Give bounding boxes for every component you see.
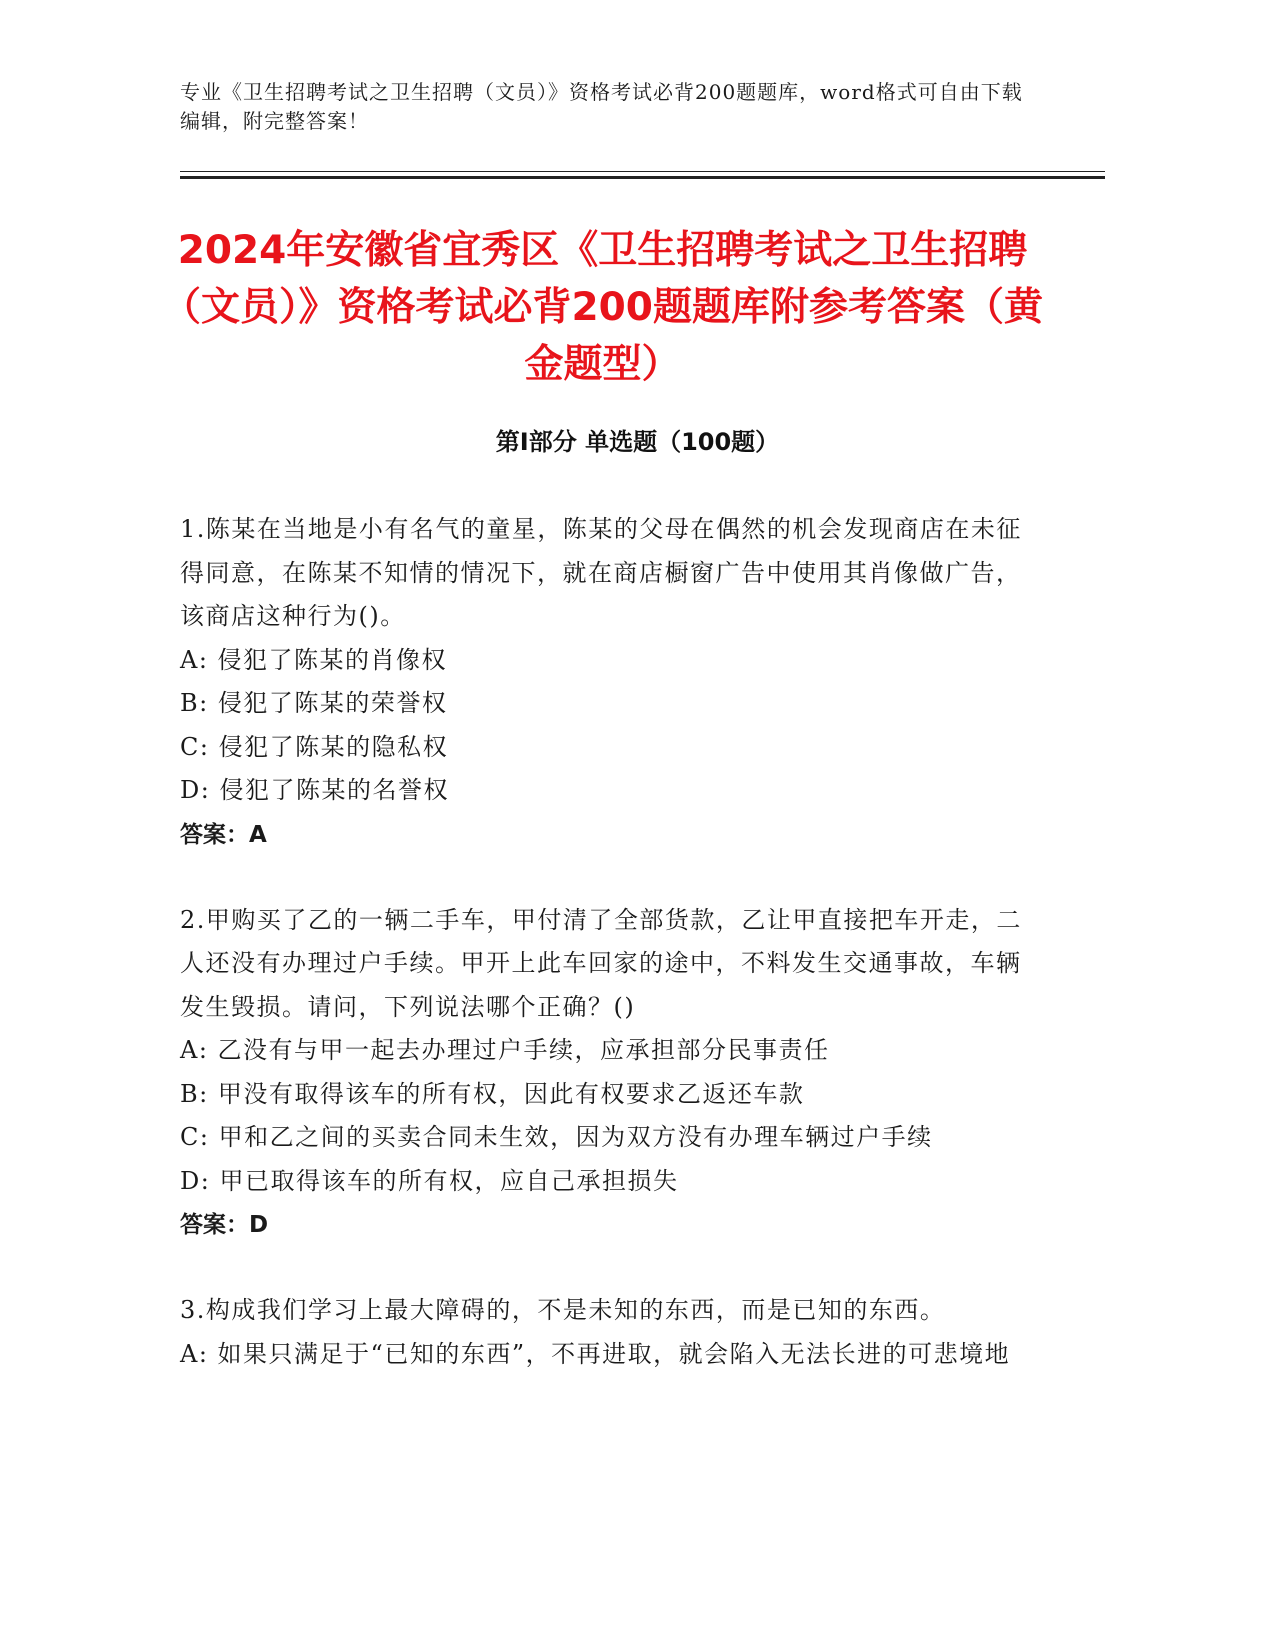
question-1 — [180, 508, 1030, 857]
header-note: 专业《卫生招聘考试之卫生招聘（文员）》资格考试必背200题题库，word格式可自由下载编辑，附完整答案！ — [180, 80, 1023, 133]
header-rule-thin — [180, 171, 1105, 172]
option-c: C: 侵犯了陈某的隐私权 — [180, 732, 449, 761]
option-b: B: 侵犯了陈某的荣誉权 — [180, 689, 448, 717]
option-a: A: 侵犯了陈某的肖像权 — [180, 645, 448, 674]
option-b: B: 甲没有取得该车的所有权，因此有权要求乙返还车款 — [180, 1079, 805, 1108]
question-text: 2.甲购买了乙的一辆二手车，甲付清了全部货款，乙让甲直接把车开走，二人还没有办理过户手续。甲开上此车回家的途中，不料发生交通事故，车辆发生毁损。请问，下列说法哪个正确？() — [180, 905, 1022, 1021]
question-list — [180, 508, 1030, 1418]
option-a: A: 乙没有与甲一起去办理过户手续，应承担部分民事责任 — [180, 1036, 830, 1064]
question-text: 1.陈某在当地是小有名气的童星，陈某的父母在偶然的机会发现商店在未征得同意，在陈某不知情的情况下，就在商店橱窗广告中使用其肖像做广告，该商店这种行为()。 — [180, 515, 1022, 630]
question-3 — [180, 1289, 1030, 1376]
option-d: D: 侵犯了陈某的名誉权 — [180, 776, 449, 804]
document-title: 2024年安徽省宜秀区《卫生招聘考试之卫生招聘（文员）》资格考试必背200题题库附参考答案（黄金题型） — [162, 228, 1043, 387]
header-rule-thick — [180, 176, 1105, 179]
answer: 答案：A — [180, 821, 267, 848]
question-text: 3.构成我们学习上最大障碍的，不是未知的东西，而是已知的东西。 — [180, 1296, 946, 1324]
option-d: D: 甲已取得该车的所有权，应自己承担损失 — [180, 1166, 679, 1195]
option-a: A: 如果只满足于“已知的东西”，不再进取，就会陷入无法长进的可悲境地 — [180, 1339, 1011, 1368]
answer: 答案：D — [180, 1212, 269, 1238]
section-title: 第Ⅰ部分 单选题（100题） — [495, 428, 780, 456]
option-c: C: 甲和乙之间的买卖合同未生效，因为双方没有办理车辆过户手续 — [180, 1123, 933, 1151]
question-2 — [180, 899, 1030, 1248]
